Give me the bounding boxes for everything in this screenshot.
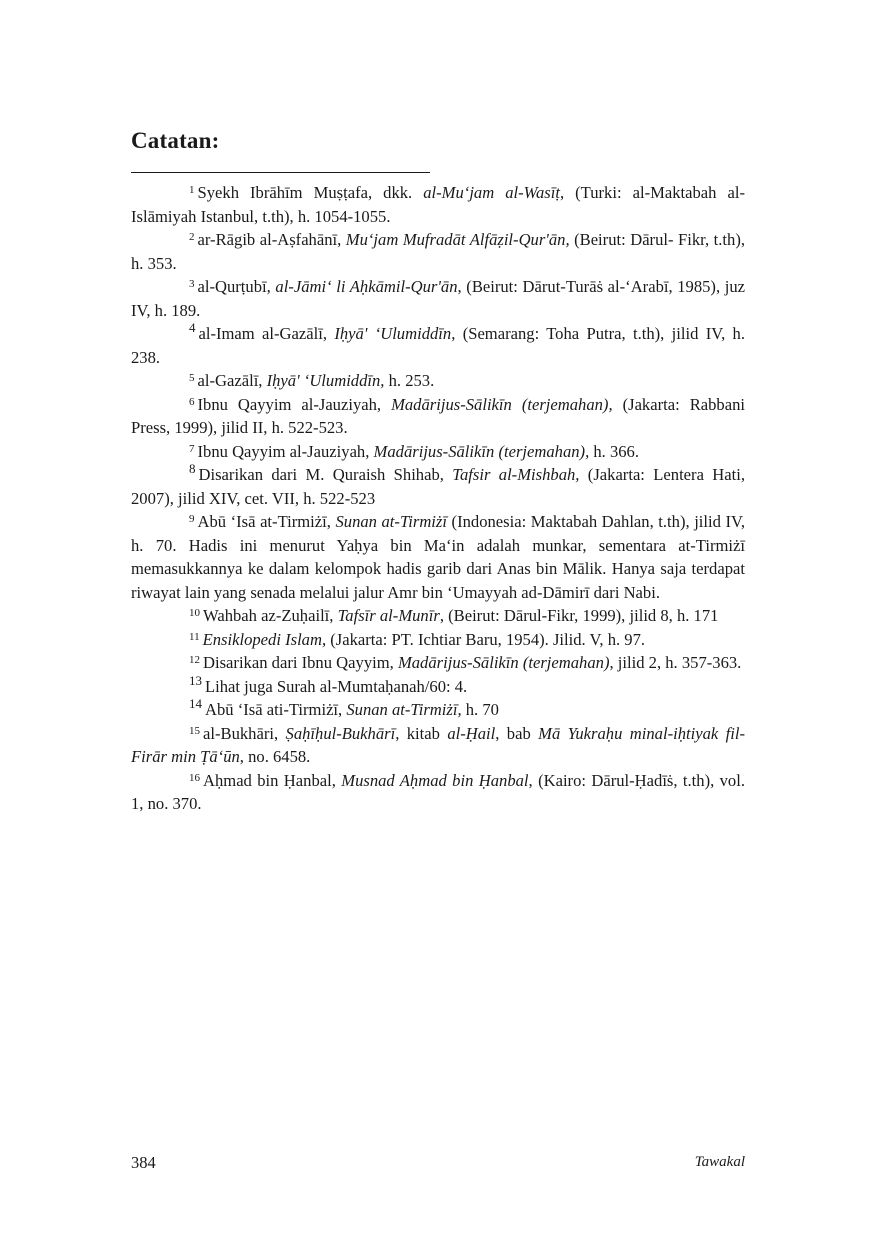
footnote-number: 11 — [189, 630, 200, 643]
footnote-list — [131, 181, 745, 816]
footnote-text: Disarikan dari M. Quraish Shihab, — [198, 465, 453, 484]
footnote-title-text: Mu‘jam Mufradāt Alfāẓil-Qur'ān, — [345, 230, 570, 249]
footnote-12 — [131, 651, 745, 675]
footnote-text: al-Bukhāri, — [203, 723, 286, 743]
footnote-number: 9 — [189, 513, 195, 525]
footnote-2 — [131, 228, 745, 275]
footnote-title-text: al-Ḥail — [447, 723, 496, 743]
footnote-number: 6 — [189, 395, 195, 408]
footnote-3 — [131, 275, 745, 322]
footnote-text: Wahbah az-Zuḥailī, — [203, 606, 338, 625]
footnote-title-text: Mā Yukraḥu minal-iḥtiyak fil-Firār min Ṭā‘ūn — [131, 723, 745, 766]
footnote-1 — [131, 181, 745, 228]
footnote-number: 13 — [189, 672, 202, 688]
footnote-title-text: Iḥyā' ‘Ulumiddīn, — [266, 371, 385, 390]
footnote-text: , (Beirut: Dārut-Turāṡ al-‘Arabī, 1985), juz IV, h. 189. — [131, 277, 746, 320]
footnote-number: 1 — [189, 184, 195, 196]
footnote-text: , bab — [495, 723, 539, 743]
footnote-title-text: Sunan at-Tirmiżī, — [346, 700, 462, 719]
footnote-title-text: Ṣaḥīḥul-Bukhārī — [285, 723, 396, 743]
footnote-text: al-Imam al-Gazālī, — [198, 324, 335, 343]
footnote-title-text: Tafsir al-Mishbah, — [452, 465, 580, 484]
footnote-title-text: Iḥyā' ‘Ulumiddīn, — [334, 324, 456, 343]
footnote-text: , jilid 2, h. 357-363. — [609, 653, 742, 672]
footnote-title-text: Tafsīr al-Munīr — [337, 606, 440, 625]
footnote-text: (Semarang: Toha Putra, t.th), jilid IV, h. 238. — [131, 324, 746, 367]
footnote-number: 4 — [189, 320, 196, 335]
footnote-text: (Beirut: Dārul- Fikr, t.th), h. 353. — [131, 230, 745, 273]
footnote-title-text: Madārijus-Sālikīn (terjemahan) — [397, 653, 610, 672]
running-title: Tawakal — [694, 1154, 745, 1170]
footnote-title-text: al-Mu‘jam al-Wasīṭ — [423, 183, 560, 202]
footnote-8 — [131, 463, 745, 510]
footnote-text: , (Beirut: Dārul-Fikr, 1999), jilid 8, h. 171 — [439, 606, 719, 625]
footnote-11 — [131, 628, 745, 652]
footnote-16 — [131, 769, 745, 816]
page-number: 384 — [131, 1153, 156, 1172]
footnote-number: 3 — [189, 278, 195, 290]
footnote-text: al-Qurṭubī, — [197, 277, 276, 296]
footnote-text: Ibnu Qayyim al-Jauziyah, — [197, 441, 374, 461]
footnote-text: h. 253. — [384, 371, 435, 390]
footnote-14 — [131, 698, 745, 722]
footnote-number: 15 — [189, 724, 200, 737]
footnote-text: (Jakarta: Rabbani Press, 1999), jilid II, h. 522-523. — [131, 394, 745, 437]
footnote-9 — [131, 510, 745, 604]
footnote-text: ar-Rāgib al-Aṣfahānī, — [197, 230, 346, 249]
footnote-7 — [131, 440, 745, 464]
footnote-6 — [131, 393, 745, 440]
footnote-text: Lihat juga Surah al-Mumtaḥanah/60: 4. — [205, 676, 468, 696]
footnote-15 — [131, 722, 745, 769]
footnote-separator — [131, 172, 430, 173]
footnote-13 — [131, 672, 745, 699]
footnote-10 — [131, 604, 745, 628]
footnote-number: 8 — [189, 461, 196, 476]
footnote-text: (Indonesia: Maktabah Dahlan, t.th), jilid IV, h. 70. Hadis ini menurut Yaḥya bin Ma‘in adalah munkar, sementara at-Tirmiżī memasukkannya ke dalam kelompok hadis garib dari Anas bin Mālik. Hanya saja terdapat riwayat lain yang senada melalui jalur Amr bin ‘Umayyah ad-Dāmirī dari Nabi. — [131, 512, 746, 602]
footnote-text: , kitab — [395, 723, 448, 743]
footnote-text: , (Jakarta: PT. Ichtiar Baru, 1954). Jilid. V, h. 97. — [321, 629, 646, 649]
footnote-text: , (Turki: al-Maktabah al-Islāmiyah Istanbul, t.th), h. 1054-1055. — [131, 183, 745, 226]
footnote-text: Abū ‘Isā at-Tirmiżī, — [197, 512, 336, 531]
footnote-number: 12 — [189, 654, 200, 666]
footnote-text: , (Kairo: Dārul-Ḥadīṡ, t.th), vol. 1, no. 370. — [131, 770, 745, 813]
page-title: Catatan: — [131, 128, 220, 153]
footnote-number: 14 — [189, 696, 202, 711]
footnote-5 — [131, 369, 745, 393]
footnote-number: 16 — [189, 771, 200, 784]
footnote-text: Abū ‘Isā ati-Tirmiżī, — [205, 700, 347, 719]
footnote-text: al-Gazālī, — [197, 371, 267, 390]
footnote-text: Syekh Ibrāhīm Muṣṭafa, dkk. — [197, 183, 424, 202]
footnote-number: 10 — [189, 607, 200, 619]
footnote-text: h. 366. — [589, 441, 639, 461]
footnote-title-text: Madārijus-Sālikīn (terjemahan), — [391, 394, 613, 414]
footnote-title-text: Ensiklopedi Islam — [202, 629, 322, 649]
footnote-text: Disarikan dari Ibnu Qayyim, — [203, 653, 398, 672]
footnote-title-text: Musnad Aḥmad bin Ḥanbal — [341, 770, 529, 790]
footnote-title-text: al-Jāmi‘ li Aḥkāmil-Qur'ān — [275, 277, 458, 296]
footnote-text: (Jakarta: Lentera Hati, 2007), jilid XIV, cet. VII, h. 522-523 — [131, 465, 746, 508]
footnote-number: 5 — [189, 372, 195, 384]
footnote-text: h. 70 — [461, 700, 499, 719]
footnote-number: 2 — [189, 231, 195, 243]
footnote-text: , no. 6458. — [239, 747, 311, 766]
footnote-title-text: Sunan at-Tirmiżī — [335, 512, 447, 531]
footnote-4 — [131, 322, 745, 369]
footnote-text: Aḥmad bin Ḥanbal, — [203, 770, 342, 790]
footnote-title-text: Madārijus-Sālikīn (terjemahan), — [373, 441, 590, 461]
footnote-text: Ibnu Qayyim al-Jauziyah, — [197, 394, 392, 414]
footnote-number: 7 — [189, 442, 195, 455]
